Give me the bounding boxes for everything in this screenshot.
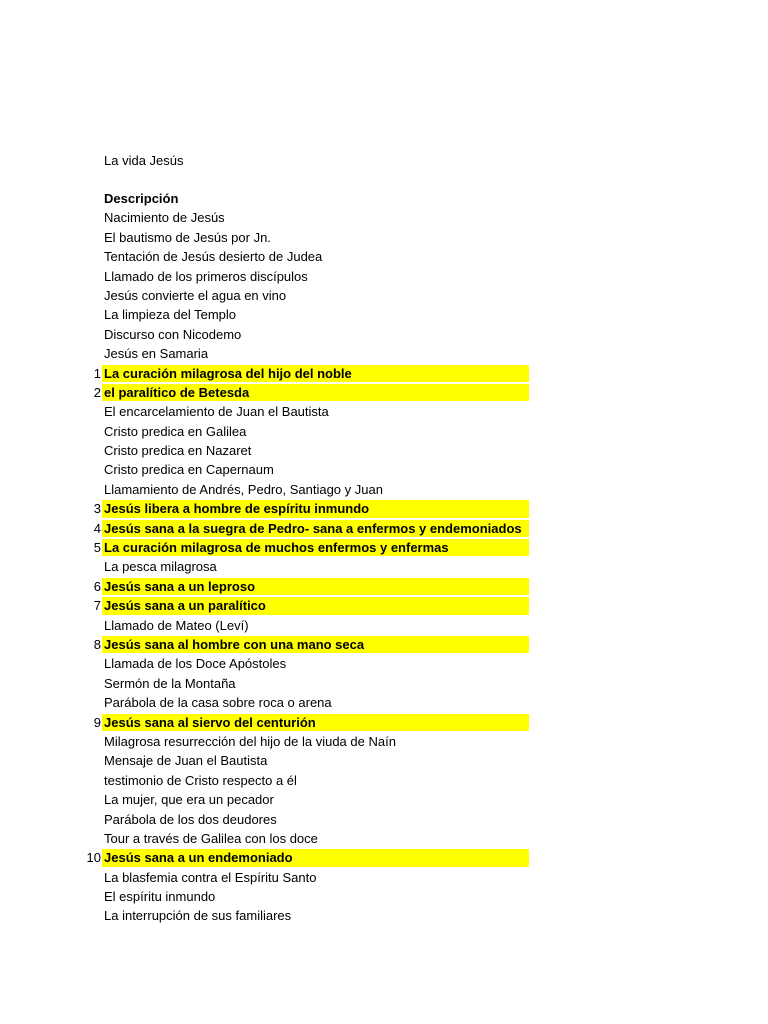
row-text: Cristo predica en Nazaret	[104, 443, 252, 459]
list-row	[0, 810, 768, 829]
row-text: Jesús sana al hombre con una mano seca	[104, 636, 365, 652]
list-row	[0, 693, 768, 712]
list-row	[0, 208, 768, 227]
row-text: La interrupción de sus familiares	[104, 908, 292, 924]
row-text: Cristo predica en Galilea	[104, 423, 247, 439]
highlighted-row	[0, 635, 768, 654]
row-text: Jesús sana a un paralítico	[104, 598, 266, 614]
description-list	[0, 189, 768, 926]
list-row	[0, 674, 768, 693]
row-text: La blasfemia contra el Espíritu Santo	[104, 869, 317, 885]
list-row	[0, 460, 768, 479]
list-row	[0, 402, 768, 421]
row-text: Tentación de Jesús desierto de Judea	[104, 249, 323, 265]
highlighted-row	[0, 538, 768, 557]
row-text: La curación milagrosa de muchos enfermos y enfermas	[104, 540, 449, 556]
row-text: La limpieza del Templo	[104, 307, 236, 323]
list-row	[0, 286, 768, 305]
highlighted-row	[0, 519, 768, 538]
list-row	[0, 557, 768, 576]
row-number: 8	[93, 636, 101, 652]
list-row	[0, 344, 768, 363]
highlighted-row	[0, 577, 768, 596]
row-text: El bautismo de Jesús por Jn.	[104, 229, 271, 245]
highlighted-row	[0, 383, 768, 402]
row-text: La pesca milagrosa	[104, 559, 217, 575]
row-text: Jesús sana a un leproso	[104, 578, 256, 594]
highlighted-row	[0, 364, 768, 383]
list-row	[0, 616, 768, 635]
list-row	[0, 906, 768, 925]
list-row	[0, 325, 768, 344]
row-text: Sermón de la Montaña	[104, 675, 236, 691]
row-text: Jesús sana al siervo del centurión	[104, 714, 316, 730]
highlighted-row	[0, 848, 768, 867]
column-header-label: Descripción	[104, 191, 179, 206]
row-number: 4	[93, 520, 101, 536]
row-text: Parábola de los dos deudores	[104, 811, 277, 827]
row-text: Nacimiento de Jesús	[104, 210, 225, 226]
list-row	[0, 732, 768, 751]
row-number: 7	[93, 598, 101, 614]
row-text: El espíritu inmundo	[104, 889, 216, 905]
row-text: Jesús libera a hombre de espíritu inmundo	[104, 501, 370, 517]
row-number: 10	[86, 850, 101, 866]
highlighted-row	[0, 499, 768, 518]
row-number: 9	[93, 714, 101, 730]
highlighted-row	[0, 596, 768, 615]
highlighted-row	[0, 713, 768, 732]
column-header	[0, 189, 768, 208]
row-text: Parábola de la casa sobre roca o arena	[104, 695, 332, 711]
row-text: La mujer, que era un pecador	[104, 792, 274, 808]
list-row	[0, 771, 768, 790]
row-text: El encarcelamiento de Juan el Bautista	[104, 404, 329, 420]
row-text: Jesús sana a la suegra de Pedro- sana a enfermos y endemoniados	[104, 520, 522, 536]
document-title: La vida Jesús	[104, 153, 184, 168]
list-row	[0, 751, 768, 770]
row-number: 5	[93, 540, 101, 556]
row-text: testimonio de Cristo respecto a él	[104, 772, 297, 788]
row-number: 1	[93, 365, 101, 381]
list-row	[0, 247, 768, 266]
row-text: Milagrosa resurrección del hijo de la viuda de Naín	[104, 733, 396, 749]
list-row	[0, 790, 768, 809]
list-row	[0, 441, 768, 460]
list-row	[0, 829, 768, 848]
list-row	[0, 868, 768, 887]
row-text: Mensaje de Juan el Bautista	[104, 753, 268, 769]
list-row	[0, 305, 768, 324]
row-text: Llamado de los primeros discípulos	[104, 268, 308, 284]
row-number: 6	[93, 578, 101, 594]
row-text: Tour a través de Galilea con los doce	[104, 830, 318, 846]
list-row	[0, 267, 768, 286]
row-text: Jesús en Samaria	[104, 346, 209, 362]
row-text: Llamado de Mateo (Leví)	[104, 617, 249, 633]
row-text: Cristo predica en Capernaum	[104, 462, 274, 478]
row-text: el paralítico de Betesda	[104, 384, 250, 400]
row-text: Jesús convierte el agua en vino	[104, 287, 287, 303]
list-row	[0, 228, 768, 247]
list-row	[0, 480, 768, 499]
row-text: Llamada de los Doce Apóstoles	[104, 656, 287, 672]
row-text: Llamamiento de Andrés, Pedro, Santiago y Juan	[104, 481, 383, 497]
row-number: 2	[93, 384, 101, 400]
list-row	[0, 422, 768, 441]
row-text: Jesús sana a un endemoniado	[104, 850, 293, 866]
list-row	[0, 887, 768, 906]
row-text: La curación milagrosa del hijo del noble	[104, 365, 352, 381]
row-text: Discurso con Nicodemo	[104, 326, 242, 342]
row-number: 3	[93, 501, 101, 517]
list-row	[0, 654, 768, 673]
